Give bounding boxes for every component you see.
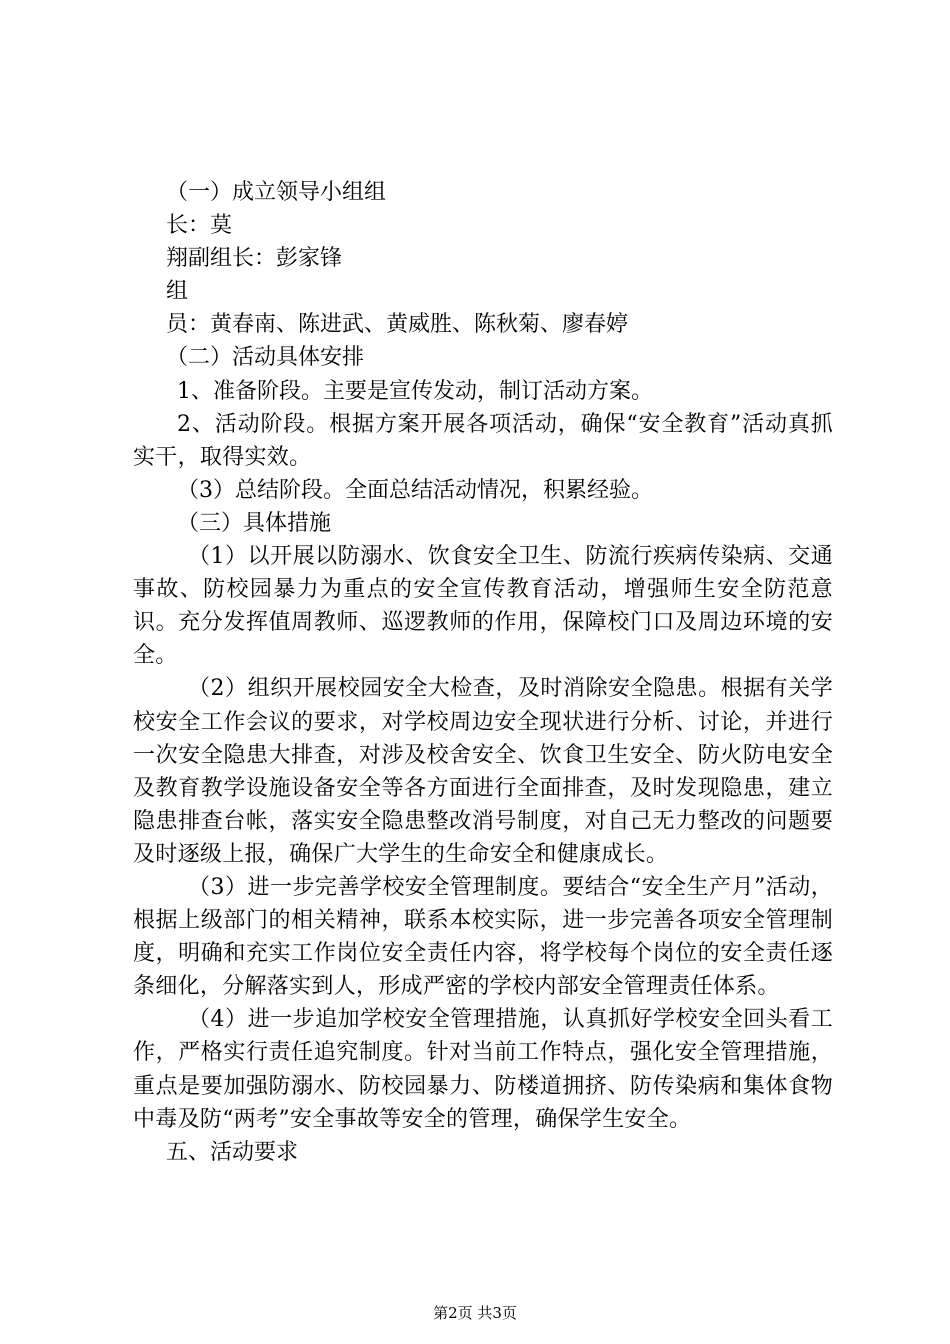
stage-1-paragraph: 1、准备阶段。主要是宣传发动，制订活动方案。: [177, 378, 653, 404]
measure-3-paragraph: （3）进一步完善学校安全管理制度。要结合“安全生产月”活动，根据上级部门的相关精神，联系本校实际，进一步完善各项安全管理制度，明确和充实工作岗位安全责任内容，将学校每个岗位的安全责任逐条细化，分解落实到人，形成严密的学校内部安全管理责任体系。: [133, 874, 833, 1000]
page-footer: 第2页 共3页: [433, 1304, 517, 1322]
section-heading-2: （二）活动具体安排: [166, 345, 365, 371]
section-heading-1: （一）成立领导小组组: [166, 180, 387, 205]
measure-4-paragraph: （4）进一步追加学校安全管理措施，认真抓好学校安全回头看工作，严格实行责任追究制度。针对当前工作特点，强化安全管理措施，重点是要加强防溺水、防校园暴力、防楼道拥挤、防传染病和集体食物中毒及防“两考”安全事故等安全的管理，确保学生安全。: [133, 1007, 833, 1132]
members-label-line: 组: [166, 279, 189, 305]
stage-3-paragraph: （3）总结阶段。全面总结活动情况，积累经验。: [177, 477, 653, 503]
deputy-leader-line: 翔副组长：彭家锋: [166, 246, 343, 272]
section-heading-5: 五、活动要求: [166, 1139, 299, 1165]
measure-2-paragraph: （2）组织开展校园安全大检查，及时消除安全隐患。根据有关学校安全工作会议的要求，对学校周边安全现状进行分析、讨论，并进行一次安全隐患大排查，对涉及校舍安全、饮食卫生安全、防火防电安全及教育教学设施设备安全等各方面进行全面排查，及时发现隐患，建立隐患排查台帐，落实安全隐患整改消号制度，对自己无力整改的问题要及时逐级上报，确保广大学生的生命安全和健康成长。: [133, 676, 833, 867]
measure-1-paragraph: （1）以开展以防溺水、饮食安全卫生、防流行疾病传染病、交通事故、防校园暴力为重点的安全宣传教育活动，增强师生安全防范意识。充分发挥值周教师、巡逻教师的作用，保障校门口及周边环境的安全。: [133, 544, 833, 669]
section-heading-3: （三）具体措施: [177, 510, 332, 536]
leader-line: 长：莫: [166, 213, 233, 239]
stage-2-paragraph: 2、活动阶段。根据方案开展各项活动，确保“安全教育”活动真抓实干，取得实效。: [133, 411, 833, 470]
document-body: [133, 176, 833, 1169]
members-line: 员：黄春南、陈进武、黄威胜、陈秋菊、廖春婷: [166, 312, 629, 338]
